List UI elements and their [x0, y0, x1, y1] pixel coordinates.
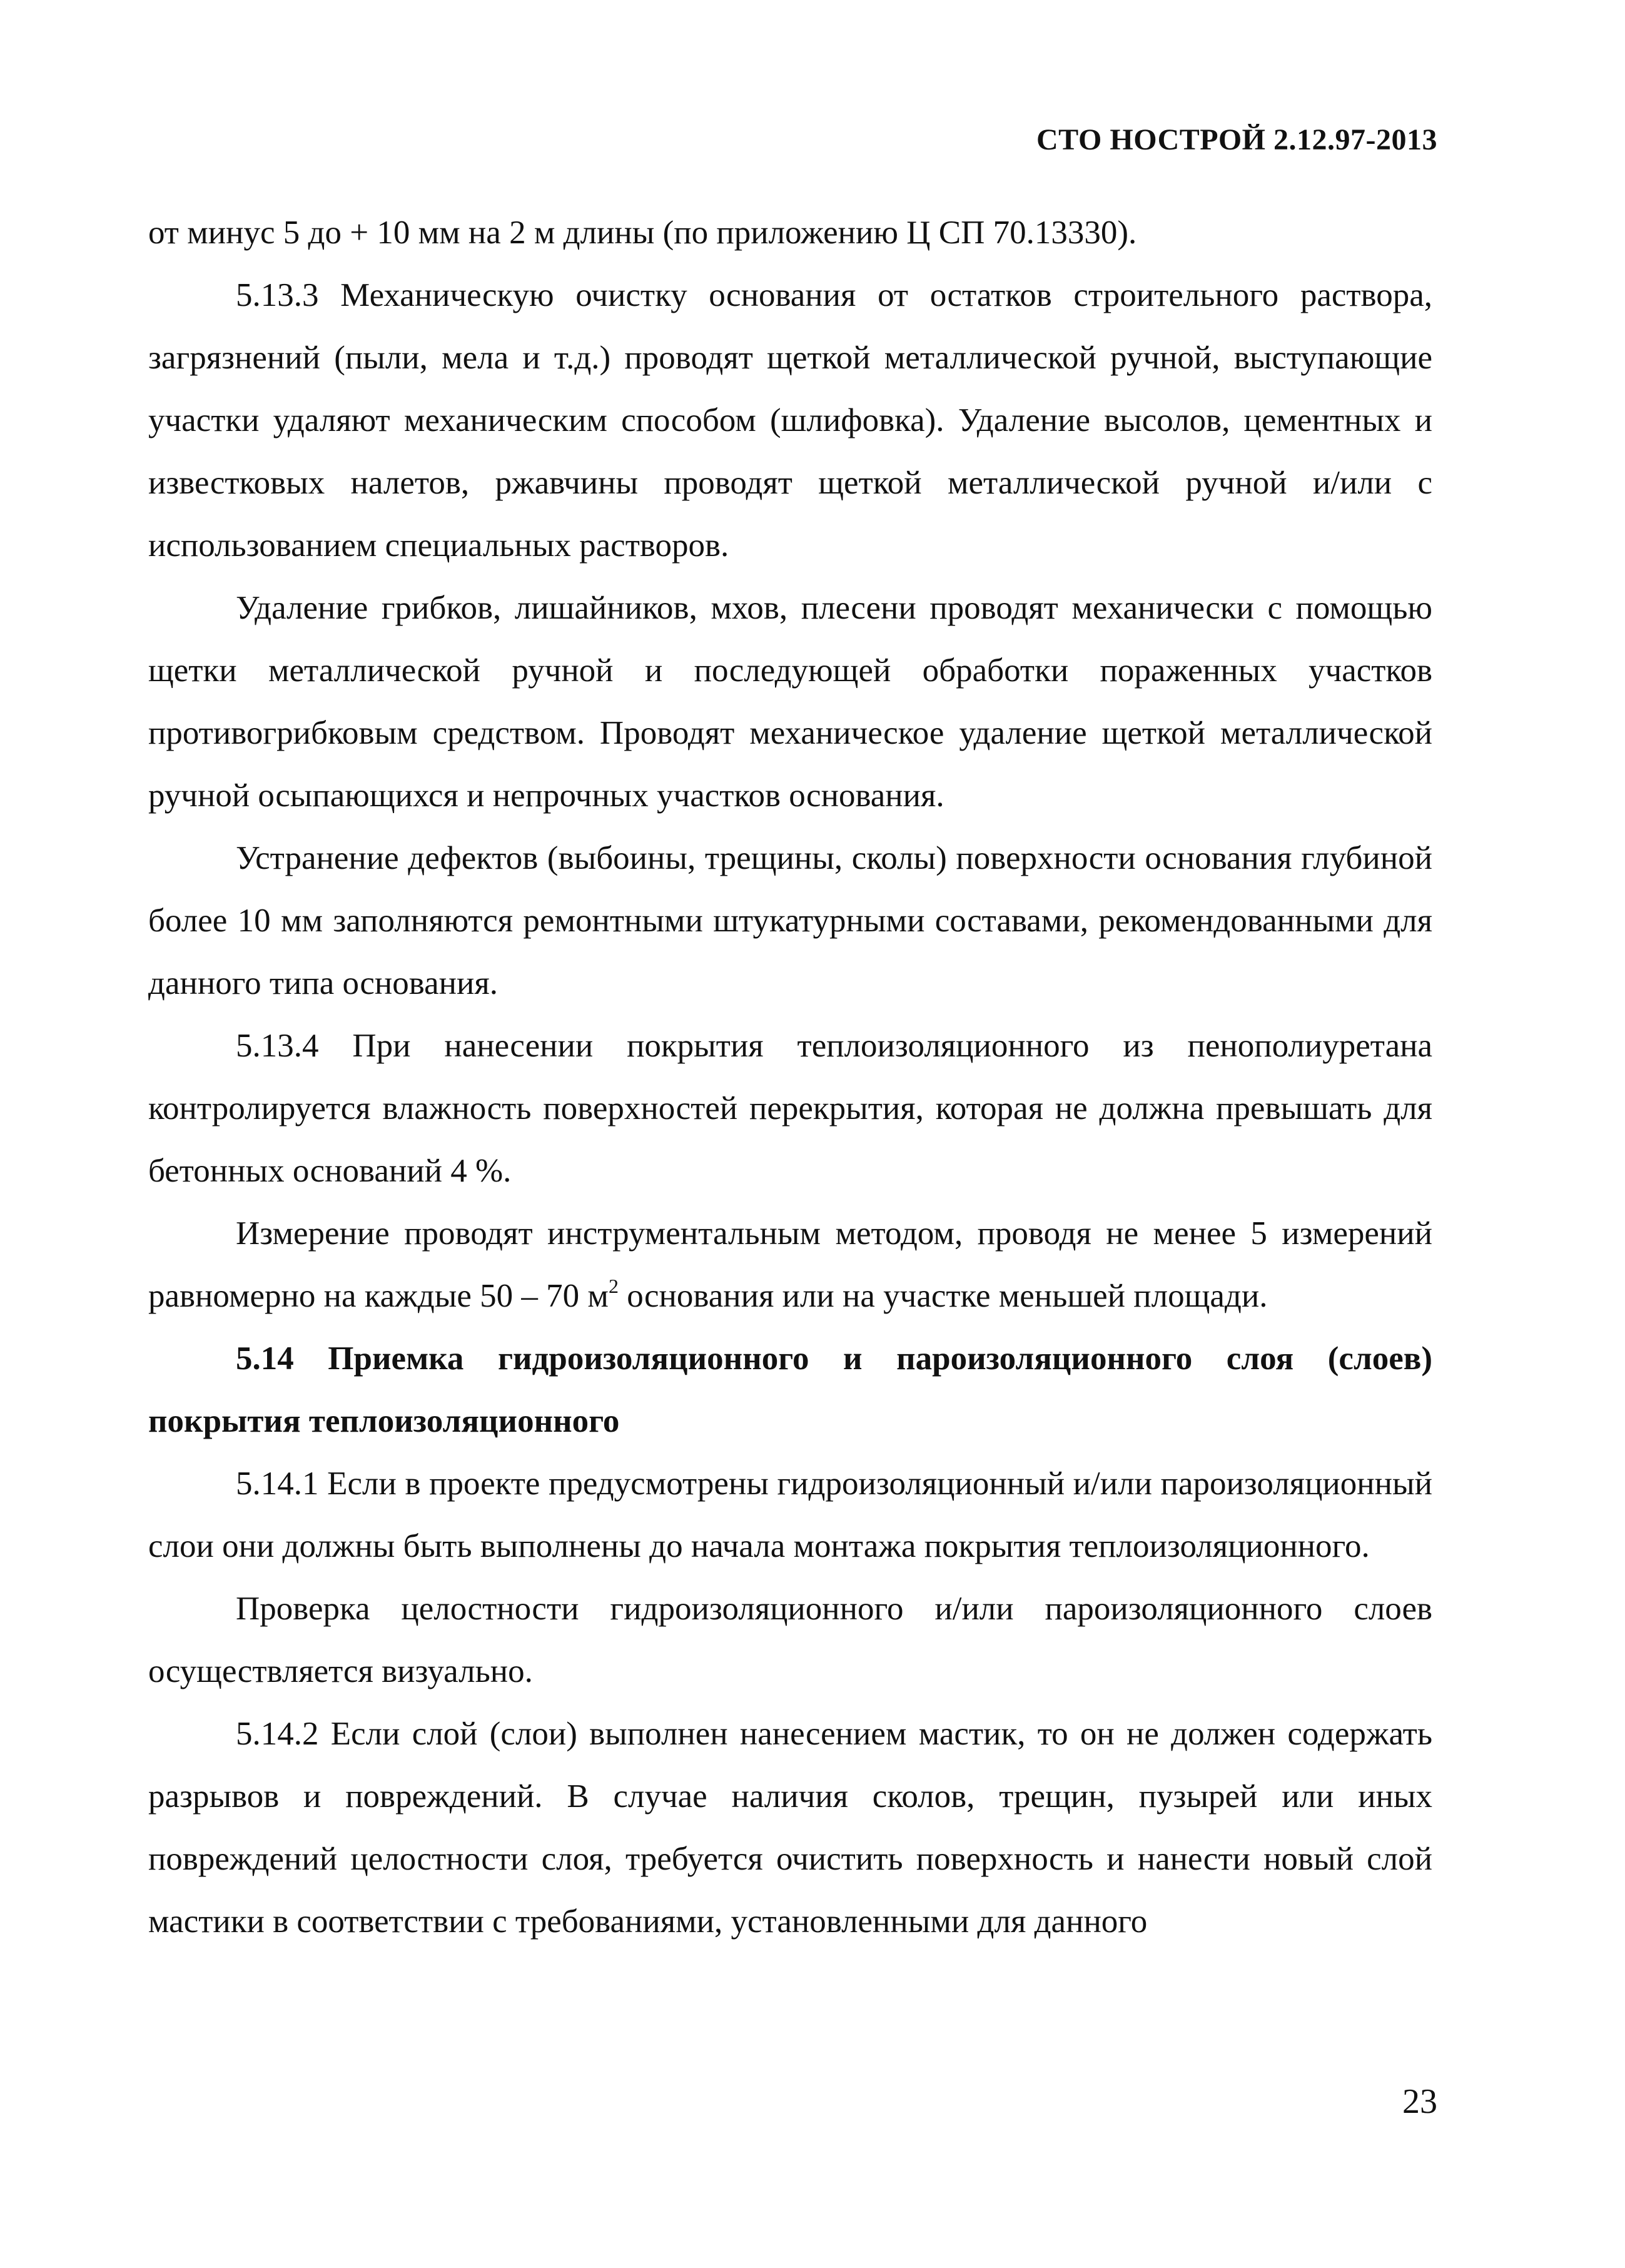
paragraph-continuation: от минус 5 до + 10 мм на 2 м длины (по приложению Ц СП 70.13330).: [148, 215, 1137, 251]
paragraph-5-13-3: 5.13.3 Механическую очистку основания от остатков строительного раствора, загрязнений (пыли, мела и т.д.) проводят щеткой металлической ручной, выступающие участки удаляют механическим способом (шлифовка). Удаление высолов, цементных и известковых налетов, ржавчины проводят щеткой металлической ручной и/или с использованием специальных растворов.: [148, 277, 1432, 564]
document-code-header: СТО НОСТРОЙ 2.12.97-2013: [1036, 123, 1437, 156]
paragraph-defect-repair: Устранение дефектов (выбоины, трещины, сколы) поверхности основания глубиной более 10 мм заполняются ремонтными штукатурными составами, рекомендованными для данного типа основания.: [148, 840, 1432, 1001]
paragraph-5-14-2: 5.14.2 Если слой (слои) выполнен нанесением мастик, то он не должен содержать разрывов и повреждений. В случае наличия сколов, трещин, пузырей или иных повреждений целостности слоя, требуется очистить поверхность и нанести новый слой мастики в соответствии с требованиями, установленными для данного: [148, 1716, 1432, 1940]
measurement-text-start: Измерение проводят инструментальным методом, проводя не менее 5 измерений равномерно на каждые 50 – 70 м: [148, 1215, 1432, 1314]
paragraph-measurement: [148, 1202, 1432, 1327]
paragraph-fungus-removal: Удаление грибков, лишайников, мхов, плесени проводят механически с помощью щетки металлической ручной и последующей обработки пораженных участков противогрибковым средством. Проводят механическое удаление щеткой металлической ручной осыпающихся и непрочных участков основания.: [148, 590, 1432, 814]
document-body: [148, 201, 1432, 1953]
paragraph-integrity-check: Проверка целостности гидроизоляционного и/или пароизоляционного слоев осуществляется визуально.: [148, 1591, 1432, 1689]
square-superscript: 2: [608, 1275, 619, 1297]
section-heading-5-14: 5.14 Приемка гидроизоляционного и пароизоляционного слоя (слоев) покрытия теплоизоляционного: [148, 1340, 1432, 1439]
measurement-text-end: основания или на участке меньшей площади.: [618, 1278, 1268, 1314]
page-number: 23: [1402, 2082, 1437, 2121]
paragraph-5-13-4: 5.13.4 При нанесении покрытия теплоизоляционного из пенополиуретана контролируется влажность поверхностей перекрытия, которая не должна превышать для бетонных оснований 4 %.: [148, 1028, 1432, 1189]
paragraph-5-14-1: 5.14.1 Если в проекте предусмотрены гидроизоляционный и/или пароизоляционный слои они должны быть выполнены до начала монтажа покрытия теплоизоляционного.: [148, 1466, 1432, 1564]
